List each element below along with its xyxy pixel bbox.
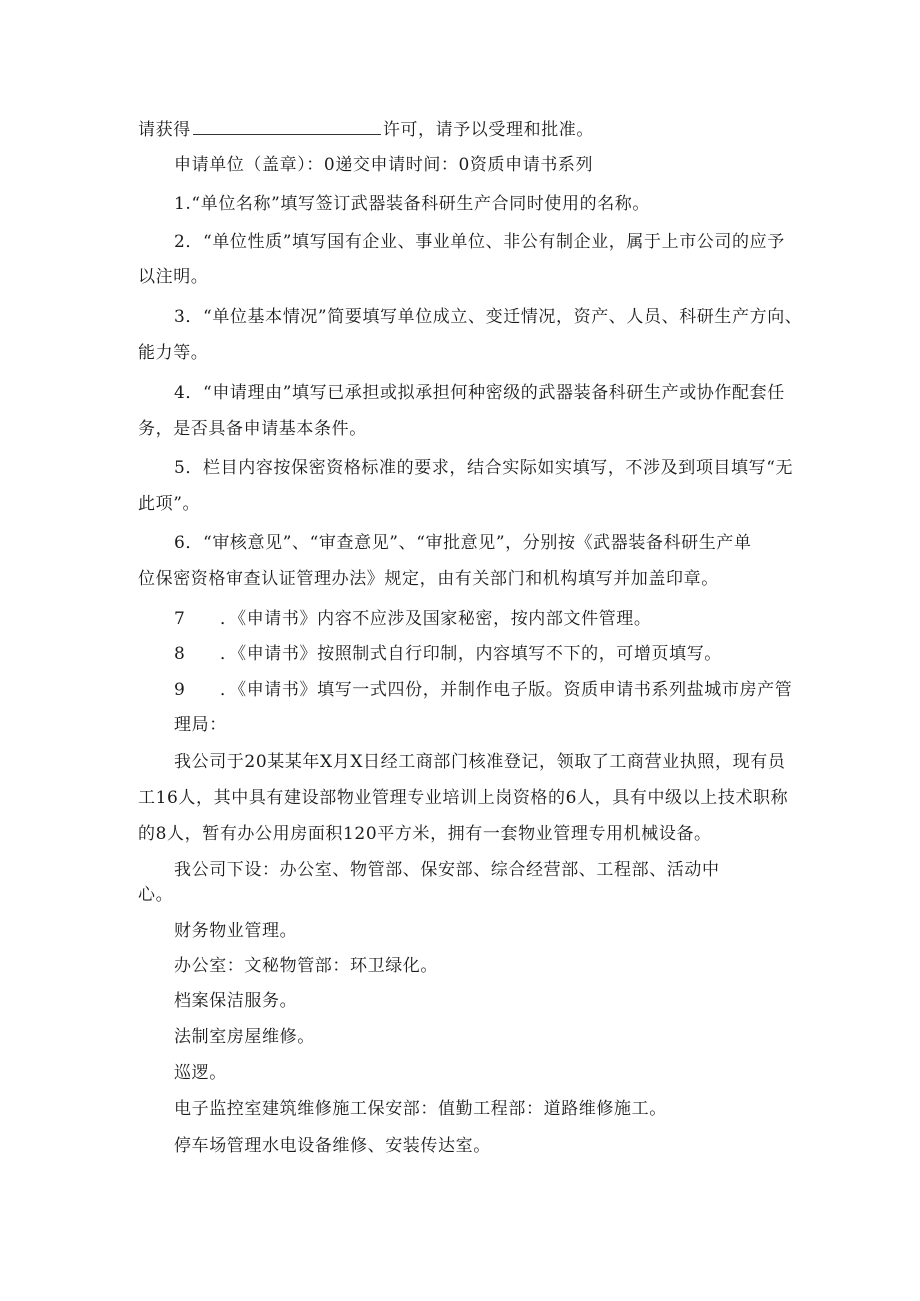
note-5 bbox=[174, 457, 793, 479]
note-text: “申请理由”填写已承担或拟承担何种密级的武器装备科研生产或协作配套任 bbox=[203, 383, 785, 403]
addressee-tail: 理局： bbox=[174, 715, 227, 735]
item-line: 财务物业管理。 bbox=[174, 921, 298, 941]
note-text: 栏目内容按保密资格标准的要求，结合实际如实填写，不涉及到项目填写“无 bbox=[203, 458, 794, 478]
note-8 bbox=[174, 643, 722, 665]
note-number: 1. bbox=[174, 194, 192, 214]
note-number: 4． bbox=[174, 383, 204, 403]
departments-line: 我公司下设：办公室、物管部、保安部、综合经营部、工程部、活动中 bbox=[174, 860, 720, 880]
note-6-continued: 位保密资格审查认证管理办法》规定，由有关部门和机构填写并加盖印章。 bbox=[138, 569, 719, 589]
item-line: 停车场管理水电设备维修、安装传达室。 bbox=[174, 1136, 491, 1156]
note-3-continued: 能力等。 bbox=[138, 343, 209, 363]
note-7 bbox=[174, 608, 652, 630]
departments-line-continued: 心。 bbox=[138, 885, 174, 905]
note-4-continued: 务，是否具备申请基本条件。 bbox=[138, 419, 367, 439]
note-3 bbox=[174, 306, 802, 328]
note-text: “单位名称”填写签订武器装备科研生产合同时使用的名称。 bbox=[191, 194, 651, 214]
applicant-line: 申请单位（盖章）：0递交申请时间：0资质申请书系列 bbox=[174, 155, 594, 175]
note-text: “单位性质”填写国有企业、事业单位、非公有制企业，属于上市公司的应予 bbox=[203, 232, 785, 252]
body-line-1: 我公司于20某某年X月X日经工商部门核准登记，领取了工商营业执照，现有员 bbox=[174, 752, 786, 772]
note-number: 9 bbox=[174, 680, 186, 700]
note-9 bbox=[174, 679, 792, 701]
permit-prefix: 请获得 bbox=[138, 120, 191, 140]
note-text: ．《申请书》按照制式自行印制，内容填写不下的，可增页填写。 bbox=[220, 644, 722, 664]
item-line: 巡逻。 bbox=[174, 1063, 227, 1083]
note-2 bbox=[174, 231, 785, 253]
body-line-2: 工16人，其中具有建设部物业管理专业培训上岗资格的6人，具有中级以上技术职称 bbox=[138, 788, 789, 808]
item-line: 法制室房屋维修。 bbox=[174, 1027, 315, 1047]
note-number: 7 bbox=[174, 609, 186, 629]
note-number: 6． bbox=[174, 533, 204, 553]
note-text: ．《申请书》填写一式四份，并制作电子版。资质申请书系列盐城市房产管 bbox=[220, 680, 793, 700]
note-text: ．《申请书》内容不应涉及国家秘密，按内部文件管理。 bbox=[220, 609, 652, 629]
permit-suffix: 许可，请予以受理和批准。 bbox=[382, 120, 595, 140]
item-line: 档案保洁服务。 bbox=[174, 991, 298, 1011]
note-text: “审核意见”、“审查意见”、“审批意见”，分别按《武器装备科研生产单 bbox=[203, 533, 752, 553]
permit-blank-field bbox=[193, 118, 381, 135]
note-number: 2． bbox=[174, 232, 204, 252]
note-5-continued: 此项”。 bbox=[138, 494, 201, 514]
note-2-continued: 以注明。 bbox=[138, 267, 209, 287]
body-line-3: 的8人，暂有办公用房面积120平方米，拥有一套物业管理专用机械设备。 bbox=[138, 824, 712, 844]
note-number: 3． bbox=[174, 307, 204, 327]
note-4 bbox=[174, 382, 785, 404]
item-line: 电子监控室建筑维修施工保安部：值勤工程部：道路维修施工。 bbox=[174, 1099, 667, 1119]
note-number: 5． bbox=[174, 458, 204, 478]
permit-request-line bbox=[138, 118, 594, 141]
note-text: “单位基本情况”简要填写单位成立、变迁情况，资产、人员、科研生产方向、 bbox=[203, 307, 803, 327]
note-6 bbox=[174, 532, 752, 554]
item-line: 办公室：文秘物管部：环卫绿化。 bbox=[174, 956, 438, 976]
note-1 bbox=[174, 193, 650, 215]
note-number: 8 bbox=[174, 644, 186, 664]
